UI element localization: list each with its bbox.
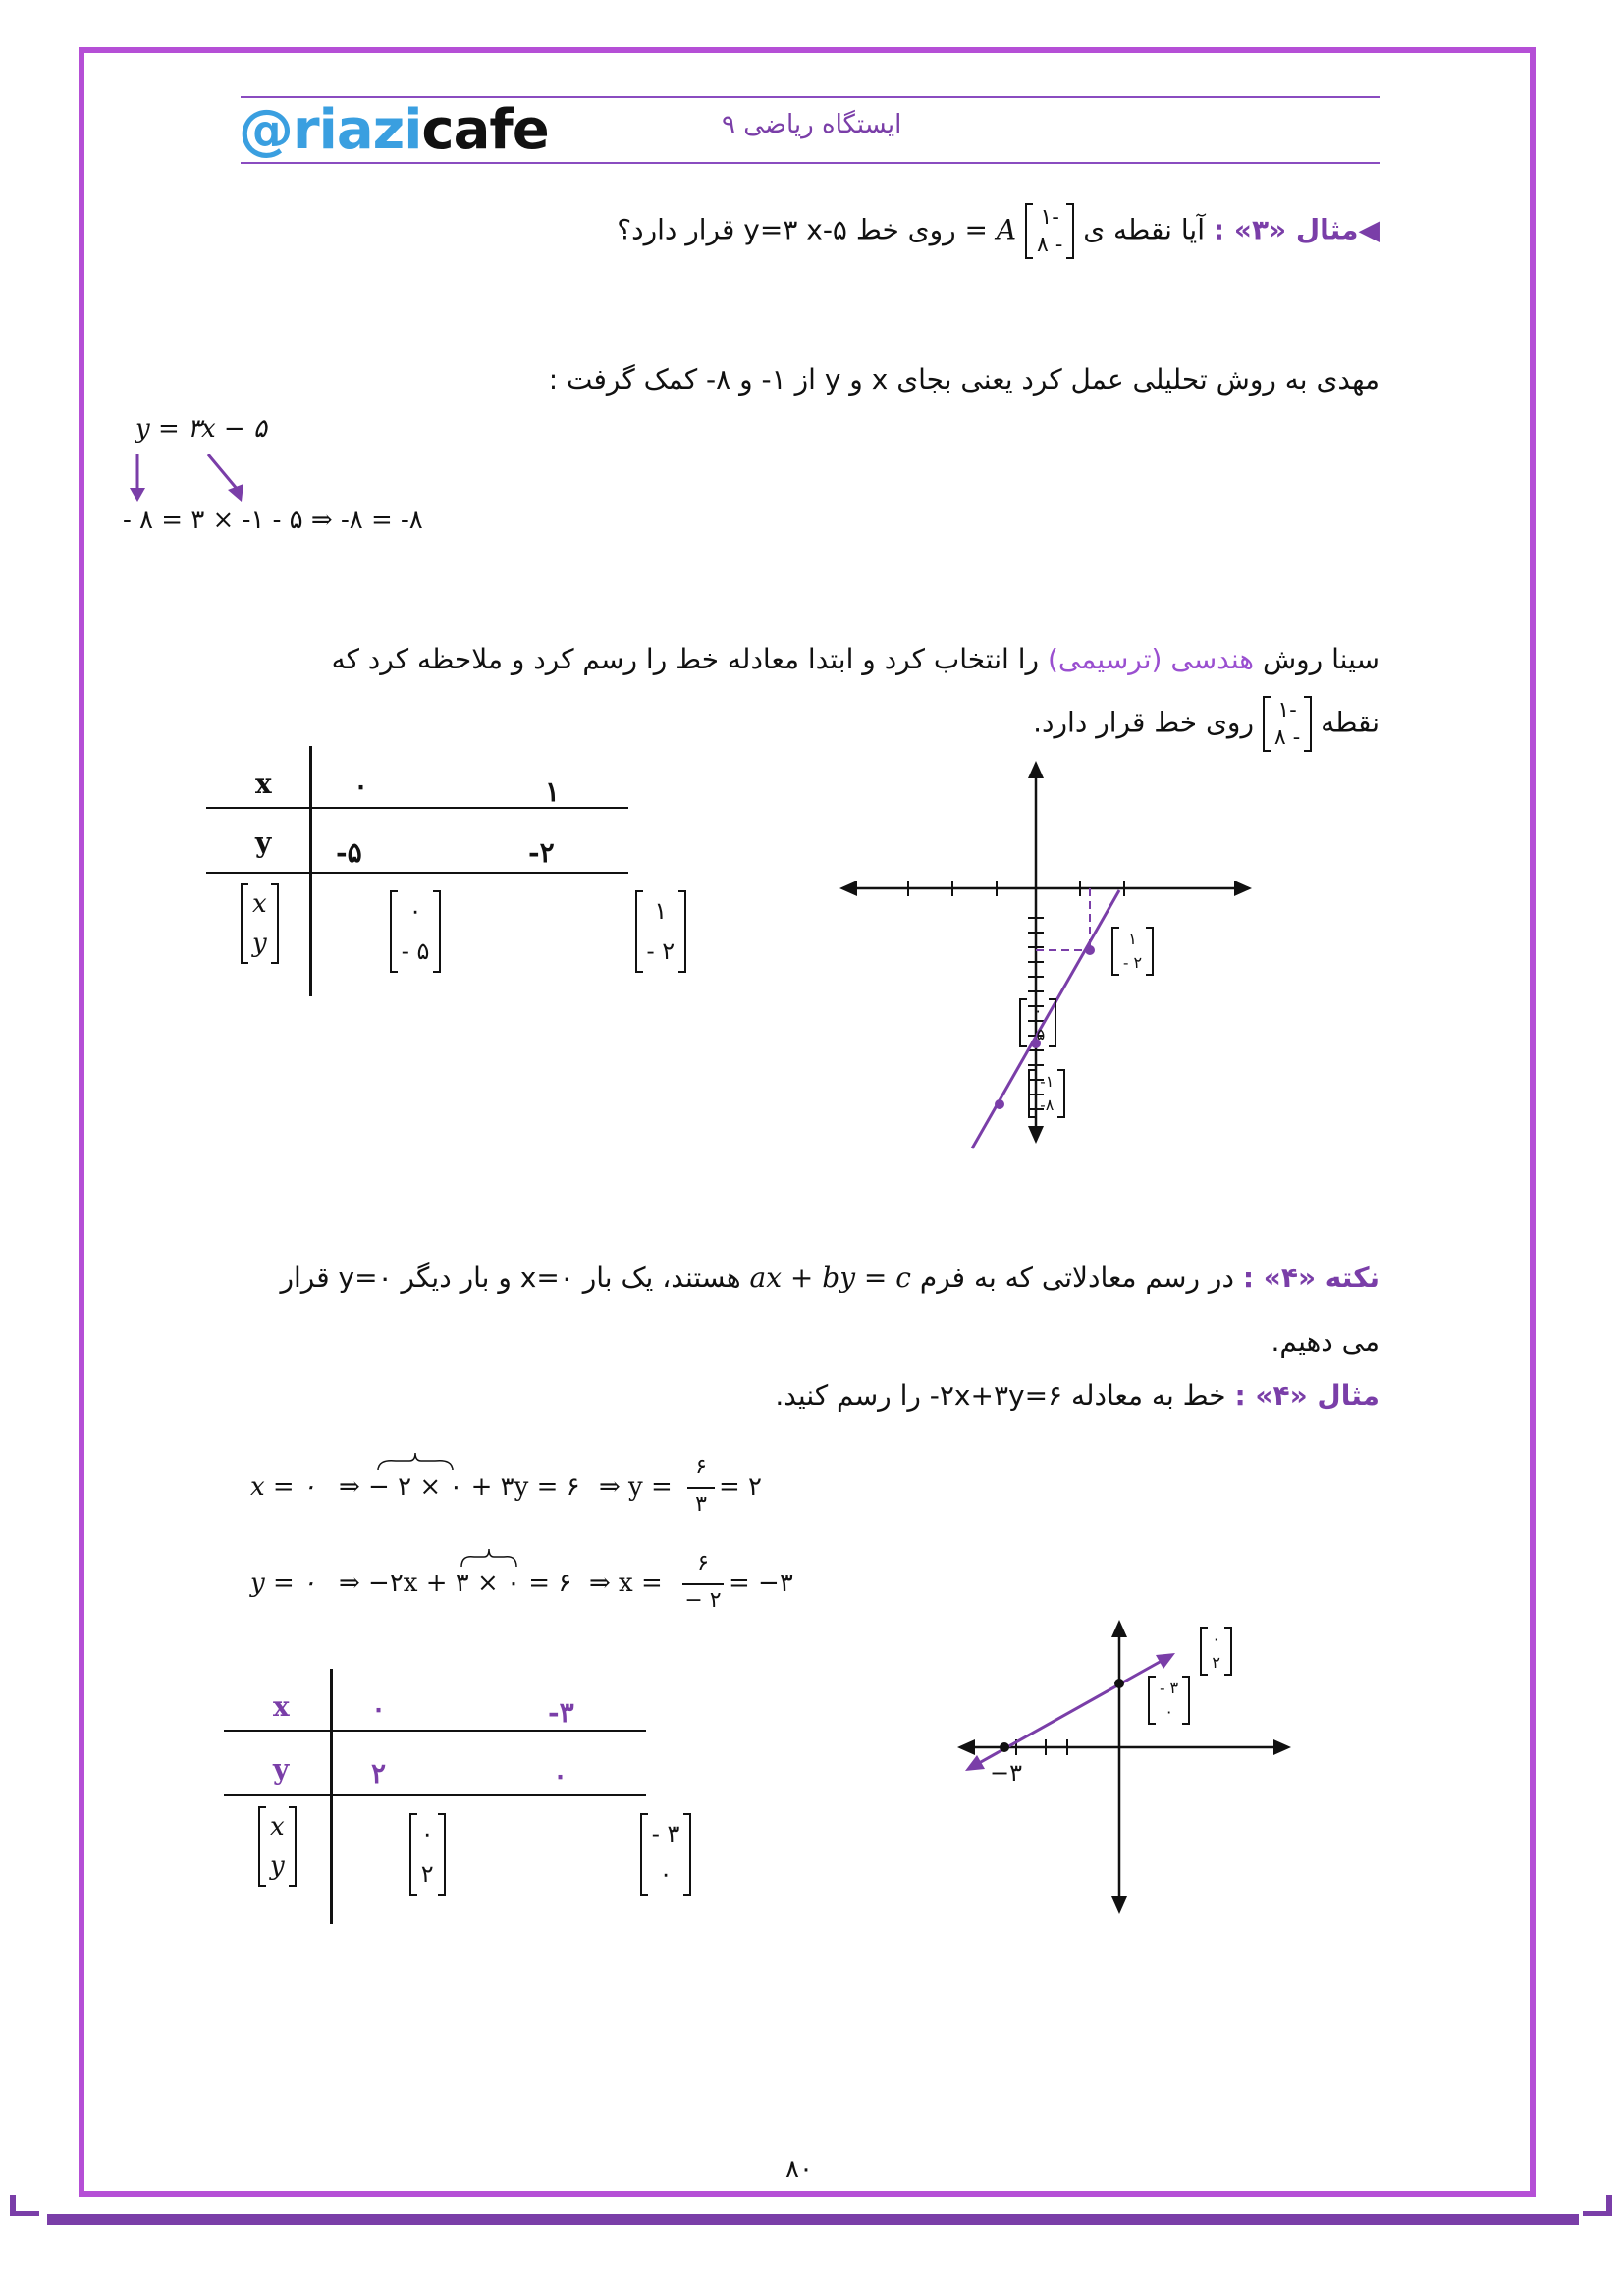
brace-icon [460,1549,518,1569]
sina-text-c: نقطه [1321,706,1380,739]
graph1-label-b [1019,999,1056,1046]
vec-entry: ۲ [1212,1653,1220,1672]
arrow-down-icon [1028,1126,1044,1144]
arrow-up-icon [1111,1620,1127,1637]
sina-line2 [785,697,1380,751]
table1-cell: -۵ [336,836,362,869]
graph2-intercept-label: −۳ [990,1759,1022,1787]
frac-bar [682,1583,724,1585]
note4-text-a: در رسم معادلاتی که به فرم [919,1261,1234,1294]
arrow-left-icon [839,881,857,896]
vec-entry: - ۲ [1123,953,1143,972]
table1-cell: -۲ [528,836,555,869]
frac-numerator: ۶ [695,1455,707,1479]
point-marker [1114,1679,1124,1688]
table2-vec1 [409,1814,446,1895]
table2-cell: ۲ [371,1757,387,1789]
triangle-marker-icon: ◀ [1358,213,1380,246]
table1-cell: ۱ [545,775,561,808]
vec-entry: - ۳ [651,1820,680,1847]
vec-entry: ۰ [408,897,422,925]
point-marker [1000,1742,1009,1752]
calc-row1-res: = ۲ [719,1472,763,1502]
vec-entry: ۰ [1033,1001,1043,1020]
frac-bar [687,1487,715,1489]
graph1-label-c [1028,1070,1065,1117]
point-name: A = [964,213,1017,246]
matrix-entry: -۱ [1277,698,1297,722]
arrow-diagonal-icon [208,454,238,490]
vec-entry: ۲ [420,1859,434,1888]
station-title: ایستگاه ریاضی ۹ [722,110,902,139]
vec-entry: -۱ [1040,1072,1055,1091]
calc-row2-b: ⇒ −۲x + ۳ × ۰ = ۶ [339,1569,572,1598]
sina-text-b: را انتخاب کرد و ابتدا معادله خط را رسم کرد و ملاحظه کرد که [331,643,1040,675]
arrow-down-icon [1111,1896,1127,1914]
table2-cell: -۳ [548,1696,574,1729]
table1-y-label: y [255,827,272,859]
vec-entry: - ۵ [401,936,430,965]
mahdi-text: مهدی به روش تحلیلی عمل کرد یعنی بجای x و y از ۱- و ۸- کمک گرفت : [548,363,1380,396]
vec-entry: -۸ [1040,1095,1055,1114]
table2-y-label: y [273,1753,290,1786]
table1 [206,746,676,996]
vec-entry: ۱ [1128,930,1137,948]
sina-highlight: هندسی (ترسیمی) [1047,643,1255,675]
mahdi-equation-bottom: - ۸ = ۳ × -۱ - ۵ ⇒ -۸ = -۸ [123,506,423,535]
point-marker [995,1099,1004,1109]
vec-entry: ۰ [420,1820,434,1847]
vec-label: x [270,1811,285,1842]
logo-suffix: cafe [421,98,549,162]
table1-vec1 [390,891,442,972]
sina-text-a: سینا روش [1262,643,1380,675]
example3-line [550,204,1380,258]
calc-row2-c: ⇒ x = [589,1569,663,1598]
bottom-decor-bar [47,2214,1579,2225]
calc-row1-a: x = ۰ [250,1472,316,1502]
table2-hline [224,1794,646,1796]
table2-cell: ۰ [371,1692,387,1725]
calc-row1-c: ⇒ y = [599,1472,673,1502]
matrix-entry: -۱ [1040,205,1059,230]
vec-label: x [252,888,267,919]
arrow-right-icon [1273,1739,1291,1755]
calc-row1-b: ⇒ − ۲ × ۰ + ۳y = ۶ [339,1472,580,1502]
example4-text: خط به معادله ۲x+۳y=۶- را رسم کنید. [775,1379,1226,1412]
arrow-head-icon [130,488,145,502]
graph2-label-b [1148,1677,1190,1724]
note4-line2: می دهیم. [1271,1325,1380,1358]
table1-vec-xy [241,884,279,964]
note4-formula: ax + by = c [749,1261,911,1294]
bottom-decor-left [10,2195,39,2216]
table1-x-label: x [255,768,272,800]
mahdi-equation-top: y = ۳x − ۵ [135,414,267,444]
graph2-label-a [1200,1628,1232,1675]
table1-vec2 [635,891,687,972]
example3-text-before: آیا نقطه ی [1083,213,1205,246]
frac-denominator: − ۲ [684,1588,722,1613]
example3-label: مثال «۳» : [1213,213,1359,246]
frac-denominator: ۳ [695,1492,707,1517]
table2-hline [224,1730,646,1732]
example4-label: مثال «۴» : [1234,1379,1380,1412]
table2-vline [330,1669,333,1924]
matrix-entry: - ۸ [1273,724,1301,750]
table2-vec-xy [258,1807,297,1887]
bottom-decor-right [1583,2195,1612,2216]
logo [239,98,549,162]
point-marker [1085,945,1095,955]
vec-entry: - ۳ [1160,1679,1179,1697]
vec-label: y [270,1850,285,1881]
vec-entry: - ۲ [646,936,676,965]
table2-vec2 [640,1814,692,1895]
sina-line1 [241,643,1380,675]
arrow-up-icon [1028,761,1044,778]
vec-entry: ۰ [1212,1629,1220,1648]
brace-icon [376,1453,455,1472]
vec-entry: ۰ [659,1859,673,1888]
vec-entry: -۵ [1031,1025,1046,1043]
table2-cell: ۰ [553,1759,568,1791]
frac-numerator: ۶ [697,1551,709,1575]
matrix-entry: - ۸ [1037,232,1063,257]
example4-line [687,1379,1380,1412]
table2 [224,1669,680,1924]
note4-label: نکته «۴» : [1242,1261,1380,1294]
mahdi-arrows [118,447,275,506]
note4-line1 [241,1261,1380,1294]
calc-row2-res: = −۳ [729,1569,793,1598]
sina-matrix [1263,697,1312,751]
page-number: ۸۰ [785,2155,813,2184]
table2-x-label: x [273,1690,290,1723]
arrow-right-icon [1234,881,1252,896]
arrow-left-icon [957,1739,975,1755]
example3-matrix [1025,204,1074,258]
example3-text-after: روی خط y=۳ x-۵ قرار دارد؟ [617,213,956,246]
table1-hline [206,872,628,874]
table1-hline [206,807,628,809]
vec-entry: ۱ [654,897,668,925]
note4-text-b: هستند، یک بار x=۰ و بار دیگر y=۰ قرار [280,1261,741,1294]
calc-row2-a: y = ۰ [250,1569,316,1598]
graph1-label-a [1111,928,1154,975]
table1-cell: ۰ [353,770,369,802]
vec-entry: ۰ [1164,1702,1173,1721]
logo-prefix: @riazi [239,98,422,162]
sina-text-d: روی خط قرار دارد. [1033,706,1254,739]
vec-label: y [252,928,267,958]
header-rule-bottom [241,162,1380,164]
